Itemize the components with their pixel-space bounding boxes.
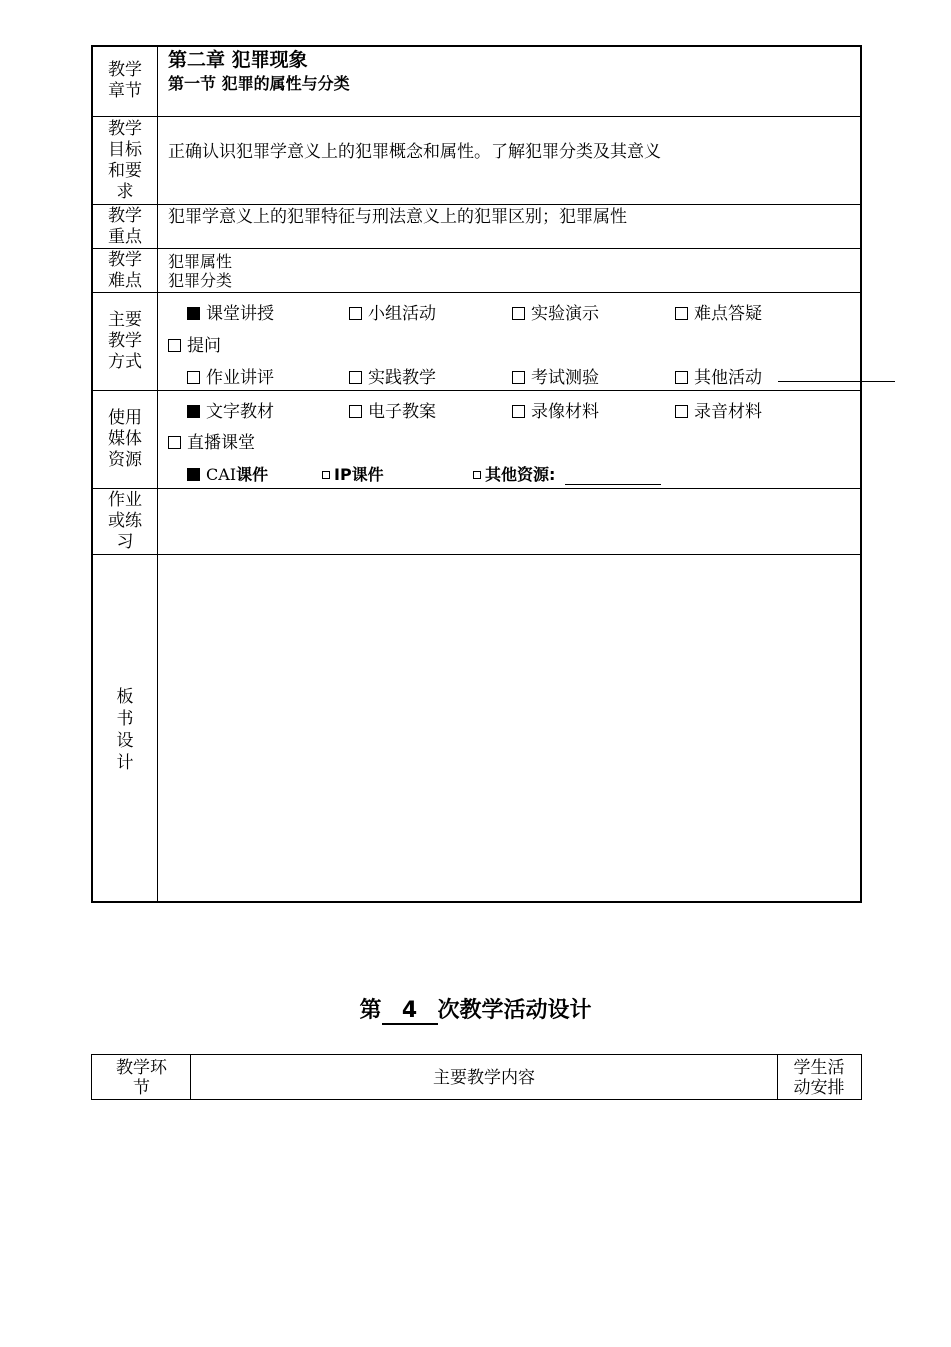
row-label-homework: [93, 490, 157, 553]
label-line: 求: [116, 182, 134, 202]
label-line: 计: [116, 753, 134, 773]
label-line: 媒体: [108, 429, 142, 449]
checkbox-icon[interactable]: [675, 371, 688, 384]
label-line: 教学: [108, 119, 142, 139]
label-line: 和要: [108, 161, 142, 181]
row-label-media: [93, 408, 157, 471]
row-divider: [91, 390, 862, 391]
media-option-ip[interactable]: [322, 462, 384, 485]
label-line: 教学: [108, 331, 142, 351]
header-line: 动安排: [793, 1078, 845, 1098]
other-activity-blank[interactable]: [778, 381, 895, 382]
label-line: 书: [116, 709, 134, 729]
row-divider: [91, 204, 862, 205]
label-line: 资源: [108, 450, 142, 470]
method-option-group[interactable]: [349, 299, 436, 324]
media-option-e-lesson[interactable]: [349, 397, 436, 422]
checkbox-checked-icon[interactable]: [187, 468, 200, 481]
media-option-other[interactable]: [473, 462, 661, 485]
row-divider: [91, 292, 862, 293]
checkbox-icon[interactable]: [675, 405, 688, 418]
row-label-board-design: [93, 686, 157, 774]
header-main-content: 主要教学内容: [433, 1068, 535, 1088]
checkbox-icon[interactable]: [349, 307, 362, 320]
label-line: 教学: [108, 250, 142, 270]
activity-title-prefix: 第: [359, 998, 382, 1023]
checkbox-icon[interactable]: [473, 471, 481, 479]
checkbox-icon[interactable]: [675, 307, 688, 320]
option-label: 录音材料: [694, 402, 762, 422]
method-option-questioning[interactable]: [168, 331, 221, 356]
row-label-chapter: [93, 60, 157, 102]
header-line: 节: [133, 1078, 150, 1098]
option-label: IP课件: [334, 465, 384, 484]
label-line: 目标: [108, 140, 142, 160]
method-option-experiment[interactable]: [512, 299, 599, 324]
label-line: 教学: [108, 60, 142, 80]
row-divider: [91, 116, 862, 117]
label-line: 设: [116, 731, 134, 751]
checkbox-icon[interactable]: [168, 339, 181, 352]
checkbox-icon[interactable]: [512, 405, 525, 418]
media-option-cai[interactable]: [187, 462, 268, 485]
media-option-video[interactable]: [512, 397, 599, 422]
checkbox-icon[interactable]: [512, 371, 525, 384]
difficulties-text: [168, 252, 232, 290]
option-label: 难点答疑: [694, 304, 762, 324]
label-line: 主要: [108, 310, 142, 330]
option-label: 其他活动: [694, 368, 762, 388]
label-column-divider: [157, 45, 158, 903]
label-line: 使用: [108, 408, 142, 428]
row-divider: [91, 554, 862, 555]
row-label-key-points: [93, 206, 157, 248]
label-line: 习: [116, 532, 134, 552]
header-student-activity: [778, 1058, 860, 1098]
option-label: 文字教材: [206, 402, 274, 422]
difficulty-item: 犯罪属性: [168, 252, 233, 271]
label-line: 板: [116, 687, 134, 707]
media-option-audio[interactable]: [675, 397, 762, 422]
activity-title-suffix: 次教学活动设计: [437, 998, 592, 1023]
label-line: 重点: [108, 227, 142, 247]
cai-prefix: CAI: [206, 465, 237, 484]
activity-title: [0, 993, 951, 1025]
option-label: 小组活动: [368, 304, 436, 324]
other-resource-blank[interactable]: [565, 466, 661, 485]
option-label: 电子教案: [368, 402, 436, 422]
label-line: 方式: [108, 352, 142, 372]
checkbox-icon[interactable]: [187, 371, 200, 384]
checkbox-icon[interactable]: [349, 405, 362, 418]
method-option-other[interactable]: [675, 363, 762, 388]
activity-number: 4: [382, 999, 438, 1025]
header-teaching-stage: [93, 1058, 190, 1098]
method-option-exam[interactable]: [512, 363, 599, 388]
objectives-text: 正确认识犯罪学意义上的犯罪概念和属性。了解犯罪分类及其意义: [168, 142, 661, 162]
method-option-lecture[interactable]: [187, 299, 274, 324]
label-line: 难点: [108, 271, 142, 291]
header-line: 学生活: [793, 1058, 845, 1078]
label-line: 作业: [108, 490, 142, 510]
option-label: 作业讲评: [206, 368, 274, 388]
option-label: 提问: [187, 336, 221, 356]
row-label-teaching-methods: [93, 310, 157, 373]
media-option-textbook[interactable]: [187, 397, 274, 422]
checkbox-icon[interactable]: [168, 436, 181, 449]
key-points-text: 犯罪学意义上的犯罪特征与刑法意义上的犯罪区别；犯罪属性: [168, 207, 627, 227]
checkbox-checked-icon[interactable]: [187, 405, 200, 418]
row-label-difficulties: [93, 250, 157, 292]
row-divider: [91, 488, 862, 489]
difficulty-item: 犯罪分类: [168, 271, 233, 290]
option-label: 实践教学: [368, 368, 436, 388]
method-option-qa[interactable]: [675, 299, 762, 324]
option-label: 其他资源:: [485, 465, 556, 484]
label-line: 章节: [108, 81, 142, 101]
checkbox-icon[interactable]: [349, 371, 362, 384]
option-label: 实验演示: [531, 304, 599, 324]
media-option-live[interactable]: [168, 428, 255, 453]
checkbox-checked-icon[interactable]: [187, 307, 200, 320]
option-label: 考试测验: [531, 368, 599, 388]
header-line: 教学环: [116, 1058, 167, 1078]
row-label-objectives: [93, 119, 157, 203]
row-divider: [91, 248, 862, 249]
method-option-practice[interactable]: [349, 363, 436, 388]
option-label: 直播课堂: [187, 433, 255, 453]
chapter-title: 第二章 犯罪现象: [168, 49, 308, 71]
section-title: 第一节 犯罪的属性与分类: [168, 74, 350, 93]
label-line: 教学: [108, 206, 142, 226]
method-option-homework-review[interactable]: [187, 363, 274, 388]
label-line: 或练: [108, 511, 142, 531]
checkbox-icon[interactable]: [512, 307, 525, 320]
checkbox-icon[interactable]: [322, 471, 330, 479]
cai-suffix: 课件: [236, 465, 269, 484]
option-label: 录像材料: [531, 402, 599, 422]
option-label: 课堂讲授: [206, 304, 274, 324]
